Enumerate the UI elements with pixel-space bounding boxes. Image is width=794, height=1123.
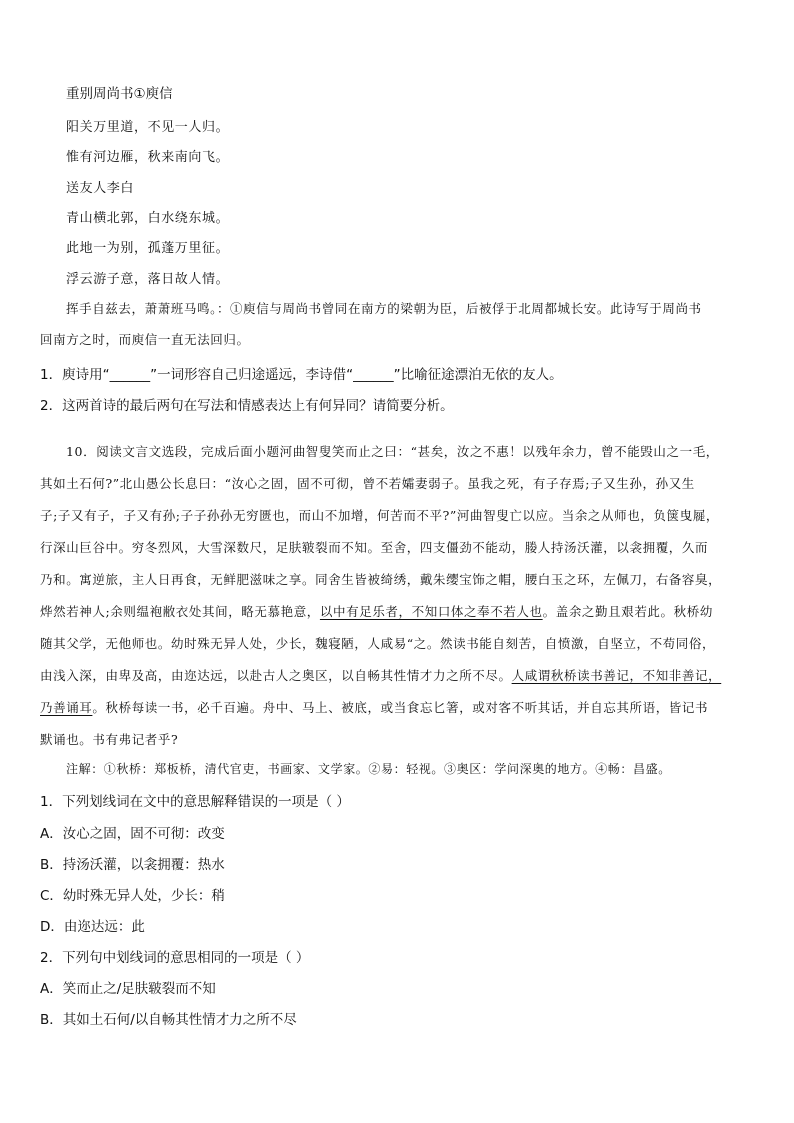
poem2-line-3: 浮云游子意，落日故人情。 (66, 272, 230, 287)
poem1-line-1: 阳关万里道，不见一人归。 (66, 120, 230, 135)
q10-line-3: 子;子又有子，子又有孙;子子孙孙无穷匮也，而山不加增，何苦而不平?”河曲智叟亡以应。当余之从师也，负箧曳屣， (40, 508, 719, 523)
mc1-stem: 1．下列划线词在文中的意思解释错误的一项是（ ） (40, 794, 350, 810)
q10-line-8-text: 由浅入深，由卑及高，由迩达远，以赴古人之奥区，以自畅其性情才力之所不尽。 (40, 668, 512, 683)
poem-question-1: 1．庾诗用“______”一词形容自己归途遥远，李诗借“______”比喻征途漂泊无依的友人。 (40, 367, 563, 383)
poem2-note-line-2: 回南方之时，而庾信一直无法回归。 (40, 332, 250, 347)
underlined-sentence-2b: 乃善诵耳 (40, 700, 93, 715)
poem2-line-2: 此地一为别，孤蓬万里征。 (66, 241, 230, 256)
q10-note: 注解：①秋桥：郑板桥，清代官吏，书画家、文学家。②易：轻视。③奥区：学问深奥的地方。④畅：昌盛。 (66, 762, 671, 776)
q10-line-6-text: 烨然若神人;余则缊袍敝衣处其间，略无慕艳意， (40, 604, 320, 619)
poem1-title: 重别周尚书①庾信 (66, 86, 173, 102)
q10-line-10: 默诵也。书有弗记者乎? (40, 732, 179, 747)
q10-line-2: 其如土石何?”北山愚公长息曰：“汝心之固，固不可彻，曾不若孀妻弱子。虽我之死，有子存焉;子又生孙，孙又生 (40, 476, 695, 491)
q10-line-8 (40, 666, 721, 684)
mc1-option-c: C．幼时殊无异人处，少长：稍 (40, 888, 225, 904)
q10-line-6-tail: 。盖余之勤且艰若此。秋桥幼 (542, 604, 713, 619)
q10-line-9-tail: 。秋桥每读一书，必千百遍。舟中、马上、被底，或当食忘匕箸，或对客不听其话，并自忘其所语，皆记书 (92, 700, 709, 715)
q10-line-5: 乃和。寓逆旅，主人日再食，无鲜肥滋味之享。同舍生皆被绮绣，戴朱缨宝饰之帽，腰白玉之环，左佩刀，右备容臭， (40, 572, 722, 587)
mc1-option-d: D．由迩达远：此 (40, 919, 145, 935)
poem1-line-2: 惟有河边雁，秋来南向飞。 (66, 150, 230, 165)
poem2-title: 送友人李白 (66, 181, 135, 196)
q10-line-7: 随其父学，无他师也。幼时殊无异人处，少长，魏寝陋，人咸易“之。然读书能自刻苦，自愤激，自坚立，不苟同俗， (40, 636, 716, 651)
q10-line-1: 10．阅读文言文选段，完成后面小题河曲智叟笑而止之曰：“甚矣，汝之不惠！以残年余力，曾不能毁山之一毛， (66, 444, 719, 459)
q10-line-6 (40, 602, 713, 620)
underlined-sentence-2a: 人咸谓秋桥读书善记，不知非善记， (511, 668, 722, 683)
mc2-option-a: A．笑而止之/足肤皲裂而不知 (40, 981, 216, 997)
poem-question-2: 2．这两首诗的最后两句在写法和情感表达上有何异同？请简要分析。 (40, 398, 454, 414)
mc1-option-a: A．汝心之固，固不可彻：改变 (40, 826, 225, 842)
q10-line-4: 行深山巨谷中。穷冬烈风，大雪深数尺，足肤皲裂而不知。至舍，四支僵劲不能动，媵人持汤沃灌，以衾拥覆，久而 (40, 540, 709, 555)
mc2-option-b: B．其如土石何/以自畅其性情才力之所不尽 (40, 1012, 297, 1028)
q10-line-9 (40, 698, 708, 716)
poem2-line-1: 青山横北郭，白水绕东城。 (66, 211, 230, 226)
underlined-sentence-1: 以中有足乐者，不知口体之奉不若人也 (319, 604, 543, 619)
poem2-note-line-1: 挥手自兹去，萧萧班马鸣。：①庾信与周尚书曾同在南方的梁朝为臣，后被俘于北周都城长安。此诗写于周尚书 (66, 301, 702, 316)
mc1-option-b: B．持汤沃灌，以衾拥覆：热水 (40, 857, 225, 873)
mc2-stem: 2．下列句中划线词的意思相同的一项是（ ） (40, 950, 310, 966)
